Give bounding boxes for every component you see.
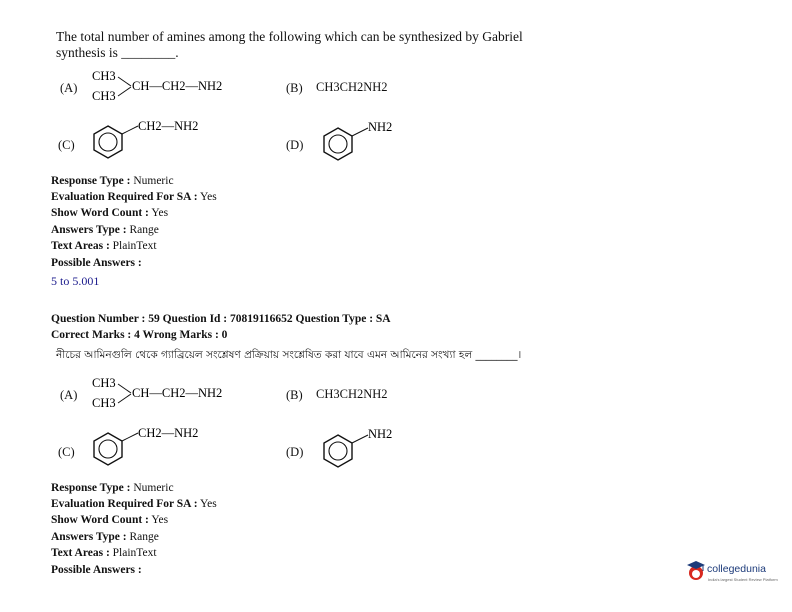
q2-evaluation-required: Evaluation Required For SA : Yes: [51, 498, 217, 510]
q1-evaluation-required: Evaluation Required For SA : Yes: [51, 191, 217, 203]
question-2-bengali-text: নীচের আমিনগুলি থেকে গ্যাব্রিয়েল সংশ্লেষণ প্রক্রিয়ায় সংশ্লেষিত করা যাবে এমন আমিনের সংখ্যা হল ________।: [56, 349, 522, 361]
q1-option-c-structure: [86, 114, 226, 164]
q2-option-a-structure: [88, 373, 268, 413]
q1-response-type: Response Type : Numeric: [51, 175, 174, 187]
question-1-text-line-2: synthesis is ________.: [56, 45, 179, 60]
q1-option-c-label: (C): [58, 138, 75, 152]
q1-option-b-formula: CH3CH2NH2: [316, 80, 388, 94]
q1-c-chain: CH2—NH2: [138, 119, 199, 133]
q2-option-a-label: (A): [60, 388, 78, 402]
q1-d-group: NH2: [368, 120, 393, 134]
question-2-header: Question Number : 59 Question Id : 70819116652 Question Type : SA: [51, 313, 391, 325]
collegedunia-logo: [686, 559, 778, 585]
logo-tagline: India's largest Student Review Platform: [708, 577, 778, 582]
q1-possible-answers-value: 5 to 5.001: [51, 274, 100, 288]
q2-d-group: NH2: [368, 427, 393, 441]
q1-option-b-label: (B): [286, 81, 303, 95]
q2-c-chain: CH2—NH2: [138, 426, 199, 440]
q2-option-b-formula: CH3CH2NH2: [316, 387, 388, 401]
q1-answers-type: Answers Type : Range: [51, 224, 159, 236]
q2-a-chain: CH—CH2—NH2: [132, 386, 223, 400]
q2-response-type: Response Type : Numeric: [51, 482, 174, 494]
q2-option-b-label: (B): [286, 388, 303, 402]
q1-option-d-label: (D): [286, 138, 304, 152]
q1-possible-answers-label: Possible Answers :: [51, 257, 142, 269]
q2-answers-type: Answers Type : Range: [51, 531, 159, 543]
q2-a-ch3-bottom: CH3: [92, 396, 116, 410]
question-1-text-line-1: The total number of amines among the following which can be synthesized by Gabriel: [56, 29, 523, 44]
q1-a-ch3-bottom: CH3: [92, 89, 116, 103]
q2-option-c-label: (C): [58, 445, 75, 459]
graduate-icon: [686, 559, 706, 583]
q1-option-a-structure: [88, 66, 268, 106]
q2-option-d-structure: [316, 423, 406, 473]
q2-option-d-label: (D): [286, 445, 304, 459]
q2-text-areas: Text Areas : PlainText: [51, 547, 157, 559]
question-2-marks: Correct Marks : 4 Wrong Marks : 0: [51, 329, 228, 341]
q1-a-chain: CH—CH2—NH2: [132, 79, 223, 93]
q1-a-ch3-top: CH3: [92, 69, 116, 83]
q2-show-word-count: Show Word Count : Yes: [51, 514, 169, 526]
q1-option-d-structure: [316, 116, 406, 166]
q1-show-word-count: Show Word Count : Yes: [51, 207, 169, 219]
q1-option-a-label: (A): [60, 81, 78, 95]
q2-possible-answers-label: Possible Answers :: [51, 564, 142, 576]
logo-name: collegedunia: [707, 563, 766, 575]
q1-text-areas: Text Areas : PlainText: [51, 240, 157, 252]
q2-a-ch3-top: CH3: [92, 376, 116, 390]
q2-option-c-structure: [86, 421, 226, 471]
